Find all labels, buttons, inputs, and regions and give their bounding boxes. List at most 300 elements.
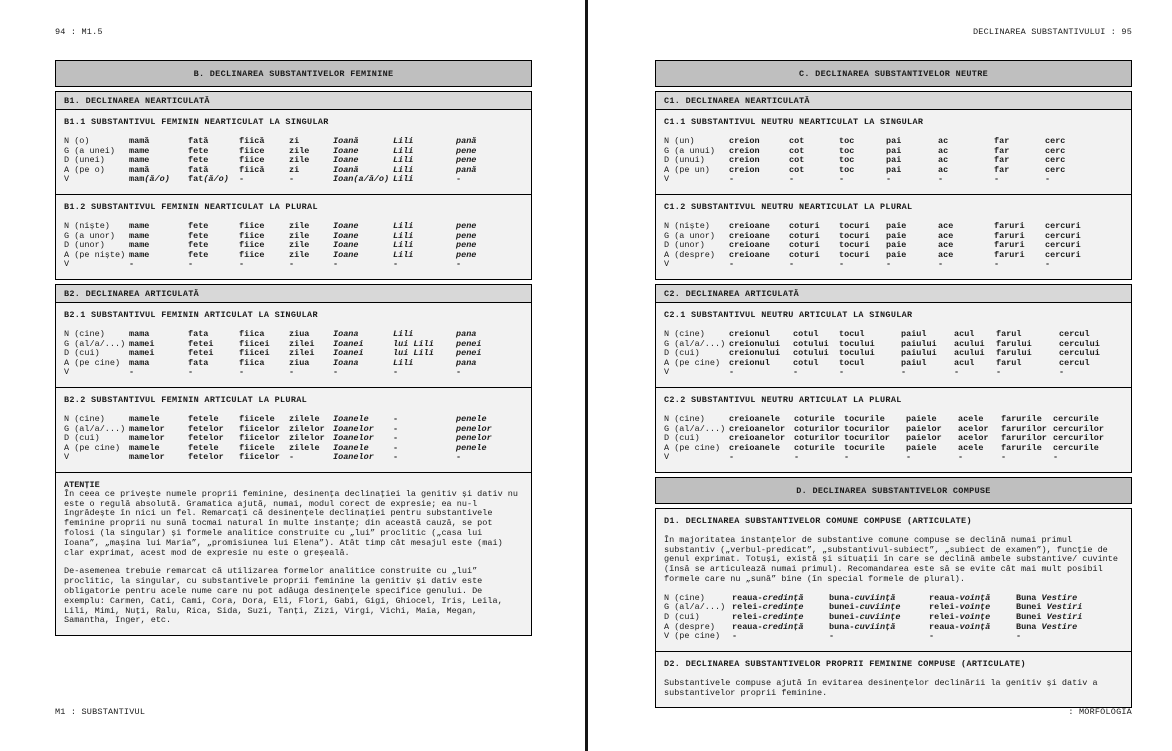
word-form-cell: - bbox=[1016, 631, 1022, 642]
word-form-cell: cotul bbox=[793, 357, 819, 368]
subsection-d2 bbox=[656, 651, 1131, 708]
word-form-cell: - bbox=[996, 367, 1002, 378]
case-label: A (pe cine) bbox=[664, 357, 721, 368]
word-form-cell: penelor bbox=[456, 423, 492, 434]
case-label: V bbox=[64, 367, 70, 378]
word-form-cell: far bbox=[994, 145, 1010, 156]
word-form-cell: far bbox=[994, 155, 1010, 166]
section-c2 bbox=[655, 284, 1132, 473]
section-c2-title: C2. DECLINAREA ARTICULATĂ bbox=[656, 285, 1131, 303]
case-label: V bbox=[664, 174, 670, 185]
word-form-cell: Ioanelor bbox=[333, 452, 374, 463]
word-form-cell: paielor bbox=[906, 433, 942, 444]
word-form-cell: ace bbox=[938, 230, 954, 241]
word-form-cell: Ioanelor bbox=[333, 433, 374, 444]
word-form-cell: coturile bbox=[794, 413, 835, 424]
word-form-cell: paiului bbox=[901, 338, 937, 349]
case-label: G (al/a/...) bbox=[64, 423, 126, 434]
word-form-cell: - bbox=[456, 259, 462, 270]
word-form-cell: penele bbox=[456, 413, 487, 424]
word-form-cell: toc bbox=[839, 145, 855, 156]
case-label: D (cui) bbox=[664, 433, 700, 444]
word-form-cell: - bbox=[729, 174, 735, 185]
word-form-cell: faruri bbox=[994, 240, 1025, 251]
table-row bbox=[664, 632, 1123, 642]
word-form-cell: - bbox=[129, 259, 135, 270]
word-form-cell: tocuri bbox=[839, 230, 870, 241]
case-label: G (a unei) bbox=[64, 145, 116, 156]
case-label: D (cui) bbox=[664, 348, 700, 359]
case-label: V bbox=[664, 259, 670, 270]
word-form-cell: Ioane bbox=[333, 220, 359, 231]
word-form-cell: acele bbox=[958, 442, 984, 453]
word-form-cell: farul bbox=[996, 328, 1022, 339]
word-form-cell: - bbox=[994, 174, 1000, 185]
declension-table-c12 bbox=[664, 222, 1123, 270]
word-form-cell: cotului bbox=[793, 338, 829, 349]
subsection-c21 bbox=[656, 303, 1131, 387]
word-form-cell: cercurilor bbox=[1053, 433, 1105, 444]
word-form-cell: pai bbox=[886, 145, 902, 156]
word-form-cell: toc bbox=[839, 155, 855, 166]
word-form-cell: - bbox=[393, 452, 399, 463]
word-form-cell: cercuri bbox=[1045, 220, 1081, 231]
word-form-cell: fetei bbox=[188, 348, 214, 359]
word-form-cell: - bbox=[958, 452, 964, 463]
word-form-cell: - bbox=[938, 259, 944, 270]
case-label: D (cui) bbox=[64, 348, 100, 359]
word-form-cell: fetele bbox=[188, 442, 219, 453]
word-form-cell: paie bbox=[886, 249, 907, 260]
word-form-cell: farurilor bbox=[1001, 423, 1047, 434]
declension-table-b11 bbox=[64, 137, 523, 185]
word-form-cell: farurile bbox=[1001, 413, 1042, 424]
word-form-cell: - bbox=[289, 259, 295, 270]
word-form-cell: cercuri bbox=[1045, 230, 1081, 241]
case-label: A (pe un) bbox=[664, 164, 710, 175]
word-form-cell: paielor bbox=[906, 423, 942, 434]
word-form-cell: tocurile bbox=[844, 442, 885, 453]
word-form-cell: zilele bbox=[289, 442, 320, 453]
word-form-cell: mame bbox=[129, 240, 150, 251]
case-label: N (niște) bbox=[64, 220, 110, 231]
word-form-cell: cot bbox=[789, 155, 805, 166]
word-form-cell: cercului bbox=[1059, 338, 1100, 349]
word-form-cell: bunei-cuviințe bbox=[829, 612, 901, 623]
word-form-cell: - bbox=[1053, 452, 1059, 463]
subsection-d2-title: D2. DECLINAREA SUBSTANTIVELOR PROPRII FEMININE COMPUSE (ARTICULATE) bbox=[664, 658, 1026, 669]
declension-table-c11 bbox=[664, 137, 1123, 185]
word-form-cell: fiice bbox=[239, 145, 265, 156]
case-label: D (unor) bbox=[664, 240, 705, 251]
subsection-c12-title: C1.2 SUBSTANTIVUL NEUTRU NEARTICULAT LA PLURAL bbox=[664, 201, 913, 212]
word-form-cell: mama bbox=[129, 328, 150, 339]
page-divider bbox=[585, 0, 588, 751]
word-form-cell: - bbox=[129, 367, 135, 378]
table-row bbox=[664, 260, 1123, 270]
subsection-c22 bbox=[656, 387, 1131, 472]
word-form-cell: fiicei bbox=[239, 348, 270, 359]
word-form-cell: - bbox=[839, 174, 845, 185]
case-label: A (pe cine) bbox=[64, 357, 121, 368]
word-form-cell: fată bbox=[188, 136, 209, 146]
word-form-cell: - bbox=[901, 367, 907, 378]
word-form-cell: coturi bbox=[789, 249, 820, 260]
word-form-cell: fiice bbox=[239, 155, 265, 166]
word-form-cell: paiului bbox=[901, 348, 937, 359]
word-form-cell: fiice bbox=[239, 220, 265, 231]
word-form-cell: Ioana bbox=[333, 328, 359, 339]
word-form-cell: mamă bbox=[129, 164, 150, 175]
word-form-cell: ace bbox=[938, 240, 954, 251]
word-form-cell: creioanele bbox=[729, 413, 781, 424]
word-form-cell: - bbox=[1001, 452, 1007, 463]
word-form-cell: - bbox=[729, 259, 735, 270]
word-form-cell: - bbox=[729, 452, 735, 463]
word-form-cell: lui Lili bbox=[393, 348, 434, 359]
word-form-cell: creion bbox=[729, 164, 760, 175]
word-form-cell: fata bbox=[188, 328, 209, 339]
word-form-cell: penei bbox=[456, 338, 482, 349]
word-form-cell: far bbox=[994, 136, 1010, 146]
word-form-cell: - bbox=[289, 367, 295, 378]
word-form-cell: - bbox=[188, 259, 194, 270]
word-form-cell: Bunei Vestiri bbox=[1016, 612, 1083, 623]
word-form-cell: fată bbox=[188, 164, 209, 175]
word-form-cell: fata bbox=[188, 357, 209, 368]
word-form-cell: creioane bbox=[729, 249, 770, 260]
table-row bbox=[64, 453, 523, 463]
word-form-cell: - bbox=[239, 367, 245, 378]
case-label: A (pe cine) bbox=[664, 442, 721, 453]
word-form-cell: fiice bbox=[239, 230, 265, 241]
word-form-cell: Ioană bbox=[333, 136, 359, 146]
word-form-cell: zile bbox=[289, 145, 310, 156]
word-form-cell: zilele bbox=[289, 413, 320, 424]
word-form-cell: Lili bbox=[393, 136, 414, 146]
subsection-d1 bbox=[656, 509, 1131, 651]
word-form-cell: cercului bbox=[1059, 348, 1100, 359]
subsection-b22 bbox=[56, 387, 531, 472]
case-label: A (pe niște) bbox=[64, 249, 126, 260]
word-form-cell: - bbox=[393, 433, 399, 444]
table-row bbox=[664, 453, 1123, 463]
table-row bbox=[64, 368, 523, 378]
word-form-cell: - bbox=[844, 452, 850, 463]
word-form-cell: acului bbox=[954, 348, 985, 359]
subsection-b12-title: B1.2 SUBSTANTIVUL FEMININ NEARTICULAT LA PLURAL bbox=[64, 201, 318, 212]
declension-table-c22 bbox=[664, 415, 1123, 463]
word-form-cell: Ioana bbox=[333, 357, 359, 368]
word-form-cell: mamele bbox=[129, 413, 160, 424]
word-form-cell: - bbox=[789, 259, 795, 270]
word-form-cell: faruri bbox=[994, 249, 1025, 260]
word-form-cell: mame bbox=[129, 145, 150, 156]
word-form-cell: Ioanele bbox=[333, 413, 369, 424]
word-form-cell: Lili bbox=[393, 240, 414, 251]
word-form-cell: - bbox=[906, 452, 912, 463]
word-form-cell: Ioane bbox=[333, 249, 359, 260]
word-form-cell: penei bbox=[456, 348, 482, 359]
word-form-cell: mamelor bbox=[129, 433, 165, 444]
case-label: N (cine) bbox=[664, 328, 705, 339]
section-d-title: D. DECLINAREA SUBSTANTIVELOR COMPUSE bbox=[655, 477, 1132, 504]
word-form-cell: paie bbox=[886, 240, 907, 251]
word-form-cell: tocuri bbox=[839, 249, 870, 260]
word-form-cell: tocul bbox=[839, 328, 865, 339]
word-form-cell: bunei-cuviințe bbox=[829, 602, 901, 613]
word-form-cell: Lili bbox=[393, 249, 414, 260]
table-row bbox=[664, 175, 1123, 185]
word-form-cell: mamă bbox=[129, 136, 150, 146]
case-label: G (al/a/...) bbox=[664, 338, 726, 349]
word-form-cell: - bbox=[793, 367, 799, 378]
word-form-cell: pana bbox=[456, 328, 477, 339]
word-form-cell: mamelor bbox=[129, 452, 165, 463]
word-form-cell: coturilor bbox=[794, 423, 840, 434]
word-form-cell: Lili bbox=[393, 155, 414, 166]
word-form-cell: fat(ă/o) bbox=[188, 174, 229, 185]
word-form-cell: - bbox=[239, 174, 245, 185]
word-form-cell: - bbox=[938, 174, 944, 185]
word-form-cell: - bbox=[794, 452, 800, 463]
word-form-cell: zi bbox=[289, 164, 300, 175]
word-form-cell: - bbox=[393, 423, 399, 434]
word-form-cell: fete bbox=[188, 220, 209, 231]
word-form-cell: Ioanei bbox=[333, 338, 364, 349]
word-form-cell: fiica bbox=[239, 357, 265, 368]
word-form-cell: fiice bbox=[239, 240, 265, 251]
declension-table-b12 bbox=[64, 222, 523, 270]
case-label: A (pe o) bbox=[64, 164, 105, 175]
word-form-cell: tocului bbox=[839, 348, 875, 359]
word-form-cell: mame bbox=[129, 220, 150, 231]
attention-title: ATENȚIE bbox=[64, 479, 100, 490]
case-label: V (pe cine) bbox=[664, 631, 721, 642]
word-form-cell: relei-voințe bbox=[929, 612, 991, 623]
word-form-cell: - bbox=[393, 413, 399, 424]
word-form-cell: Lili bbox=[393, 230, 414, 241]
word-form-cell: ac bbox=[938, 145, 949, 156]
case-label: D (unei) bbox=[64, 155, 105, 166]
word-form-cell: cercurile bbox=[1053, 442, 1099, 453]
attention-paragraph-2: De-asemenea trebuie remarcat că utilizarea formelor analitice construite cu „lui” proclitic, la singular, cu substantivele proprii feminine la genitiv și dativ este obligatorie pentru acele nume care nu pot adăuga desinențele specifice genului. De exemplu: Carmen, Cati, Cami, Cora, Dora, Eli, Flori, Gabi, Gigi, Ghiocel, Iris, Leila, Lili, Mimi, Nuți, Ralu, Rica, Sida, Suzi, Tanți, Zizi, Virgi, Vichi, Maia, Megan, Samantha, Inger, etc. bbox=[64, 566, 503, 626]
word-form-cell: Ioanei bbox=[333, 348, 364, 359]
word-form-cell: mamei bbox=[129, 338, 155, 349]
footer-left: M1 : SUBSTANTIVUL bbox=[55, 707, 146, 717]
section-b2 bbox=[55, 284, 532, 636]
word-form-cell: farului bbox=[996, 348, 1032, 359]
word-form-cell: - bbox=[732, 631, 738, 642]
word-form-cell: - bbox=[839, 259, 845, 270]
subsection-d1-title: D1. DECLINAREA SUBSTANTIVELOR COMUNE COMPUSE (ARTICULATE) bbox=[664, 515, 972, 526]
section-d-body bbox=[655, 508, 1132, 709]
word-form-cell: lui Lili bbox=[393, 338, 434, 349]
word-form-cell: tocuri bbox=[839, 240, 870, 251]
word-form-cell: fetele bbox=[188, 413, 219, 424]
word-form-cell: cerc bbox=[1045, 155, 1066, 166]
word-form-cell: Ioane bbox=[333, 230, 359, 241]
word-form-cell: fete bbox=[188, 240, 209, 251]
word-form-cell: Lili bbox=[393, 328, 414, 339]
word-form-cell: Bunei Vestiri bbox=[1016, 602, 1083, 613]
word-form-cell: tocului bbox=[839, 338, 875, 349]
case-label: G (al/a/...) bbox=[664, 602, 726, 613]
word-form-cell: - bbox=[839, 367, 845, 378]
word-form-cell: - bbox=[393, 442, 399, 453]
word-form-cell: - bbox=[954, 367, 960, 378]
subsection-c11-title: C1.1 SUBSTANTIVUL NEUTRU NEARTICULAT LA SINGULAR bbox=[664, 117, 924, 127]
subsection-b21 bbox=[56, 303, 531, 387]
word-form-cell: cercurile bbox=[1053, 413, 1099, 424]
word-form-cell: pene bbox=[456, 230, 477, 241]
case-label: A (despre) bbox=[664, 621, 716, 632]
word-form-cell: reaua-credință bbox=[732, 621, 804, 632]
word-form-cell: toc bbox=[839, 164, 855, 175]
word-form-cell: creionului bbox=[729, 348, 781, 359]
word-form-cell: - bbox=[239, 259, 245, 270]
word-form-cell: - bbox=[886, 174, 892, 185]
left-page bbox=[55, 60, 532, 640]
case-label: V bbox=[64, 174, 70, 185]
case-label: N (cine) bbox=[664, 413, 705, 424]
word-form-cell: coturi bbox=[789, 240, 820, 251]
word-form-cell: Lili bbox=[393, 220, 414, 231]
section-b-title: B. DECLINAREA SUBSTANTIVELOR FEMININE bbox=[55, 60, 532, 87]
word-form-cell: mamei bbox=[129, 348, 155, 359]
declension-table-b21 bbox=[64, 330, 523, 378]
word-form-cell: creioane bbox=[729, 230, 770, 241]
word-form-cell: Ioane bbox=[333, 145, 359, 156]
word-form-cell: paiele bbox=[906, 442, 937, 453]
word-form-cell: - bbox=[393, 259, 399, 270]
word-form-cell: fete bbox=[188, 249, 209, 260]
word-form-cell: fete bbox=[188, 230, 209, 241]
case-label: A (pe cine) bbox=[64, 442, 121, 453]
word-form-cell: Lili bbox=[393, 174, 414, 185]
case-label: N (cine) bbox=[664, 592, 705, 603]
word-form-cell: Buna Vestire bbox=[1016, 592, 1078, 603]
word-form-cell: mame bbox=[129, 155, 150, 166]
word-form-cell: fiice bbox=[239, 249, 265, 260]
word-form-cell: creionul bbox=[729, 328, 770, 339]
word-form-cell: acele bbox=[958, 413, 984, 424]
declension-table-c21 bbox=[664, 330, 1123, 378]
word-form-cell: penele bbox=[456, 442, 487, 453]
word-form-cell: acelor bbox=[958, 423, 989, 434]
word-form-cell: - bbox=[333, 367, 339, 378]
case-label: G (a unor) bbox=[64, 230, 116, 241]
word-form-cell: far bbox=[994, 164, 1010, 175]
word-form-cell: zile bbox=[289, 230, 310, 241]
word-form-cell: pene bbox=[456, 240, 477, 251]
word-form-cell: pai bbox=[886, 155, 902, 166]
word-form-cell: pană bbox=[456, 164, 477, 175]
word-form-cell: cotul bbox=[793, 328, 819, 339]
word-form-cell: fiicele bbox=[239, 413, 275, 424]
word-form-cell: pene bbox=[456, 145, 477, 156]
word-form-cell: fiicele bbox=[239, 442, 275, 453]
word-form-cell: pana bbox=[456, 357, 477, 368]
word-form-cell: cercul bbox=[1059, 328, 1090, 339]
case-label: V bbox=[664, 452, 670, 463]
word-form-cell: creioanelor bbox=[729, 433, 786, 444]
word-form-cell: relei-credințe bbox=[732, 612, 804, 623]
word-form-cell: creioane bbox=[729, 220, 770, 231]
word-form-cell: zile bbox=[289, 220, 310, 231]
word-form-cell: paiul bbox=[901, 357, 927, 368]
section-c1 bbox=[655, 91, 1132, 280]
word-form-cell: Lili bbox=[393, 164, 414, 175]
word-form-cell: zilelor bbox=[289, 433, 325, 444]
word-form-cell: - bbox=[289, 174, 295, 185]
word-form-cell: fete bbox=[188, 145, 209, 156]
footer-right: : MORFOLOGIA bbox=[1068, 707, 1132, 717]
word-form-cell: fiicelor bbox=[239, 433, 280, 444]
word-form-cell: mam(ă/o) bbox=[129, 174, 170, 185]
subsection-c12 bbox=[656, 194, 1131, 279]
word-form-cell: Ioanele bbox=[333, 442, 369, 453]
word-form-cell: - bbox=[333, 259, 339, 270]
word-form-cell: pană bbox=[456, 136, 477, 146]
word-form-cell: ac bbox=[938, 136, 949, 146]
word-form-cell: fiicei bbox=[239, 338, 270, 349]
word-form-cell: acul bbox=[954, 357, 975, 368]
word-form-cell: creionul bbox=[729, 357, 770, 368]
page-number-right: DECLINAREA SUBSTANTIVULUI : 95 bbox=[972, 27, 1132, 37]
case-label: D (cui) bbox=[664, 612, 700, 623]
word-form-cell: fiică bbox=[239, 164, 265, 175]
word-form-cell: - bbox=[188, 367, 194, 378]
word-form-cell: Ioană bbox=[333, 164, 359, 175]
word-form-cell: pene bbox=[456, 155, 477, 166]
word-form-cell: reaua-voință bbox=[929, 621, 991, 632]
word-form-cell: fiicelor bbox=[239, 423, 280, 434]
word-form-cell: acul bbox=[954, 328, 975, 339]
word-form-cell: tocuri bbox=[839, 220, 870, 231]
word-form-cell: ac bbox=[938, 155, 949, 166]
word-form-cell: zilei bbox=[289, 338, 315, 349]
word-form-cell: ziua bbox=[289, 357, 310, 368]
subsection-b21-title: B2.1 SUBSTANTIVUL FEMININ ARTICULAT LA SINGULAR bbox=[64, 309, 318, 320]
case-label: N (cine) bbox=[64, 413, 105, 424]
word-form-cell: - bbox=[1059, 367, 1065, 378]
word-form-cell: acului bbox=[954, 338, 985, 349]
word-form-cell: fiicelor bbox=[239, 452, 280, 463]
word-form-cell: creioanele bbox=[729, 442, 781, 453]
word-form-cell: Buna Vestire bbox=[1016, 621, 1078, 632]
case-label: D (unor) bbox=[64, 240, 105, 251]
word-form-cell: paie bbox=[886, 220, 907, 231]
word-form-cell: farul bbox=[996, 357, 1022, 368]
word-form-cell: fete bbox=[188, 155, 209, 166]
word-form-cell: zile bbox=[289, 155, 310, 166]
word-form-cell: coturi bbox=[789, 230, 820, 241]
word-form-cell: cot bbox=[789, 136, 805, 146]
word-form-cell: relei-voințe bbox=[929, 602, 991, 613]
case-label: V bbox=[64, 259, 70, 270]
word-form-cell: - bbox=[886, 259, 892, 270]
word-form-cell: fetei bbox=[188, 338, 214, 349]
word-form-cell: creionului bbox=[729, 338, 781, 349]
d2-paragraph: Substantivele compuse ajută în evitarea desinențelor declinării la genitiv și dativ a substantivelor proprii feminine. bbox=[664, 677, 1098, 698]
word-form-cell: zi bbox=[289, 136, 300, 146]
section-c-title: C. DECLINAREA SUBSTANTIVELOR NEUTRE bbox=[655, 60, 1132, 87]
word-form-cell: paiele bbox=[906, 413, 937, 424]
word-form-cell: zile bbox=[289, 249, 310, 260]
right-page bbox=[655, 60, 1132, 712]
case-label: N (cine) bbox=[64, 328, 105, 339]
